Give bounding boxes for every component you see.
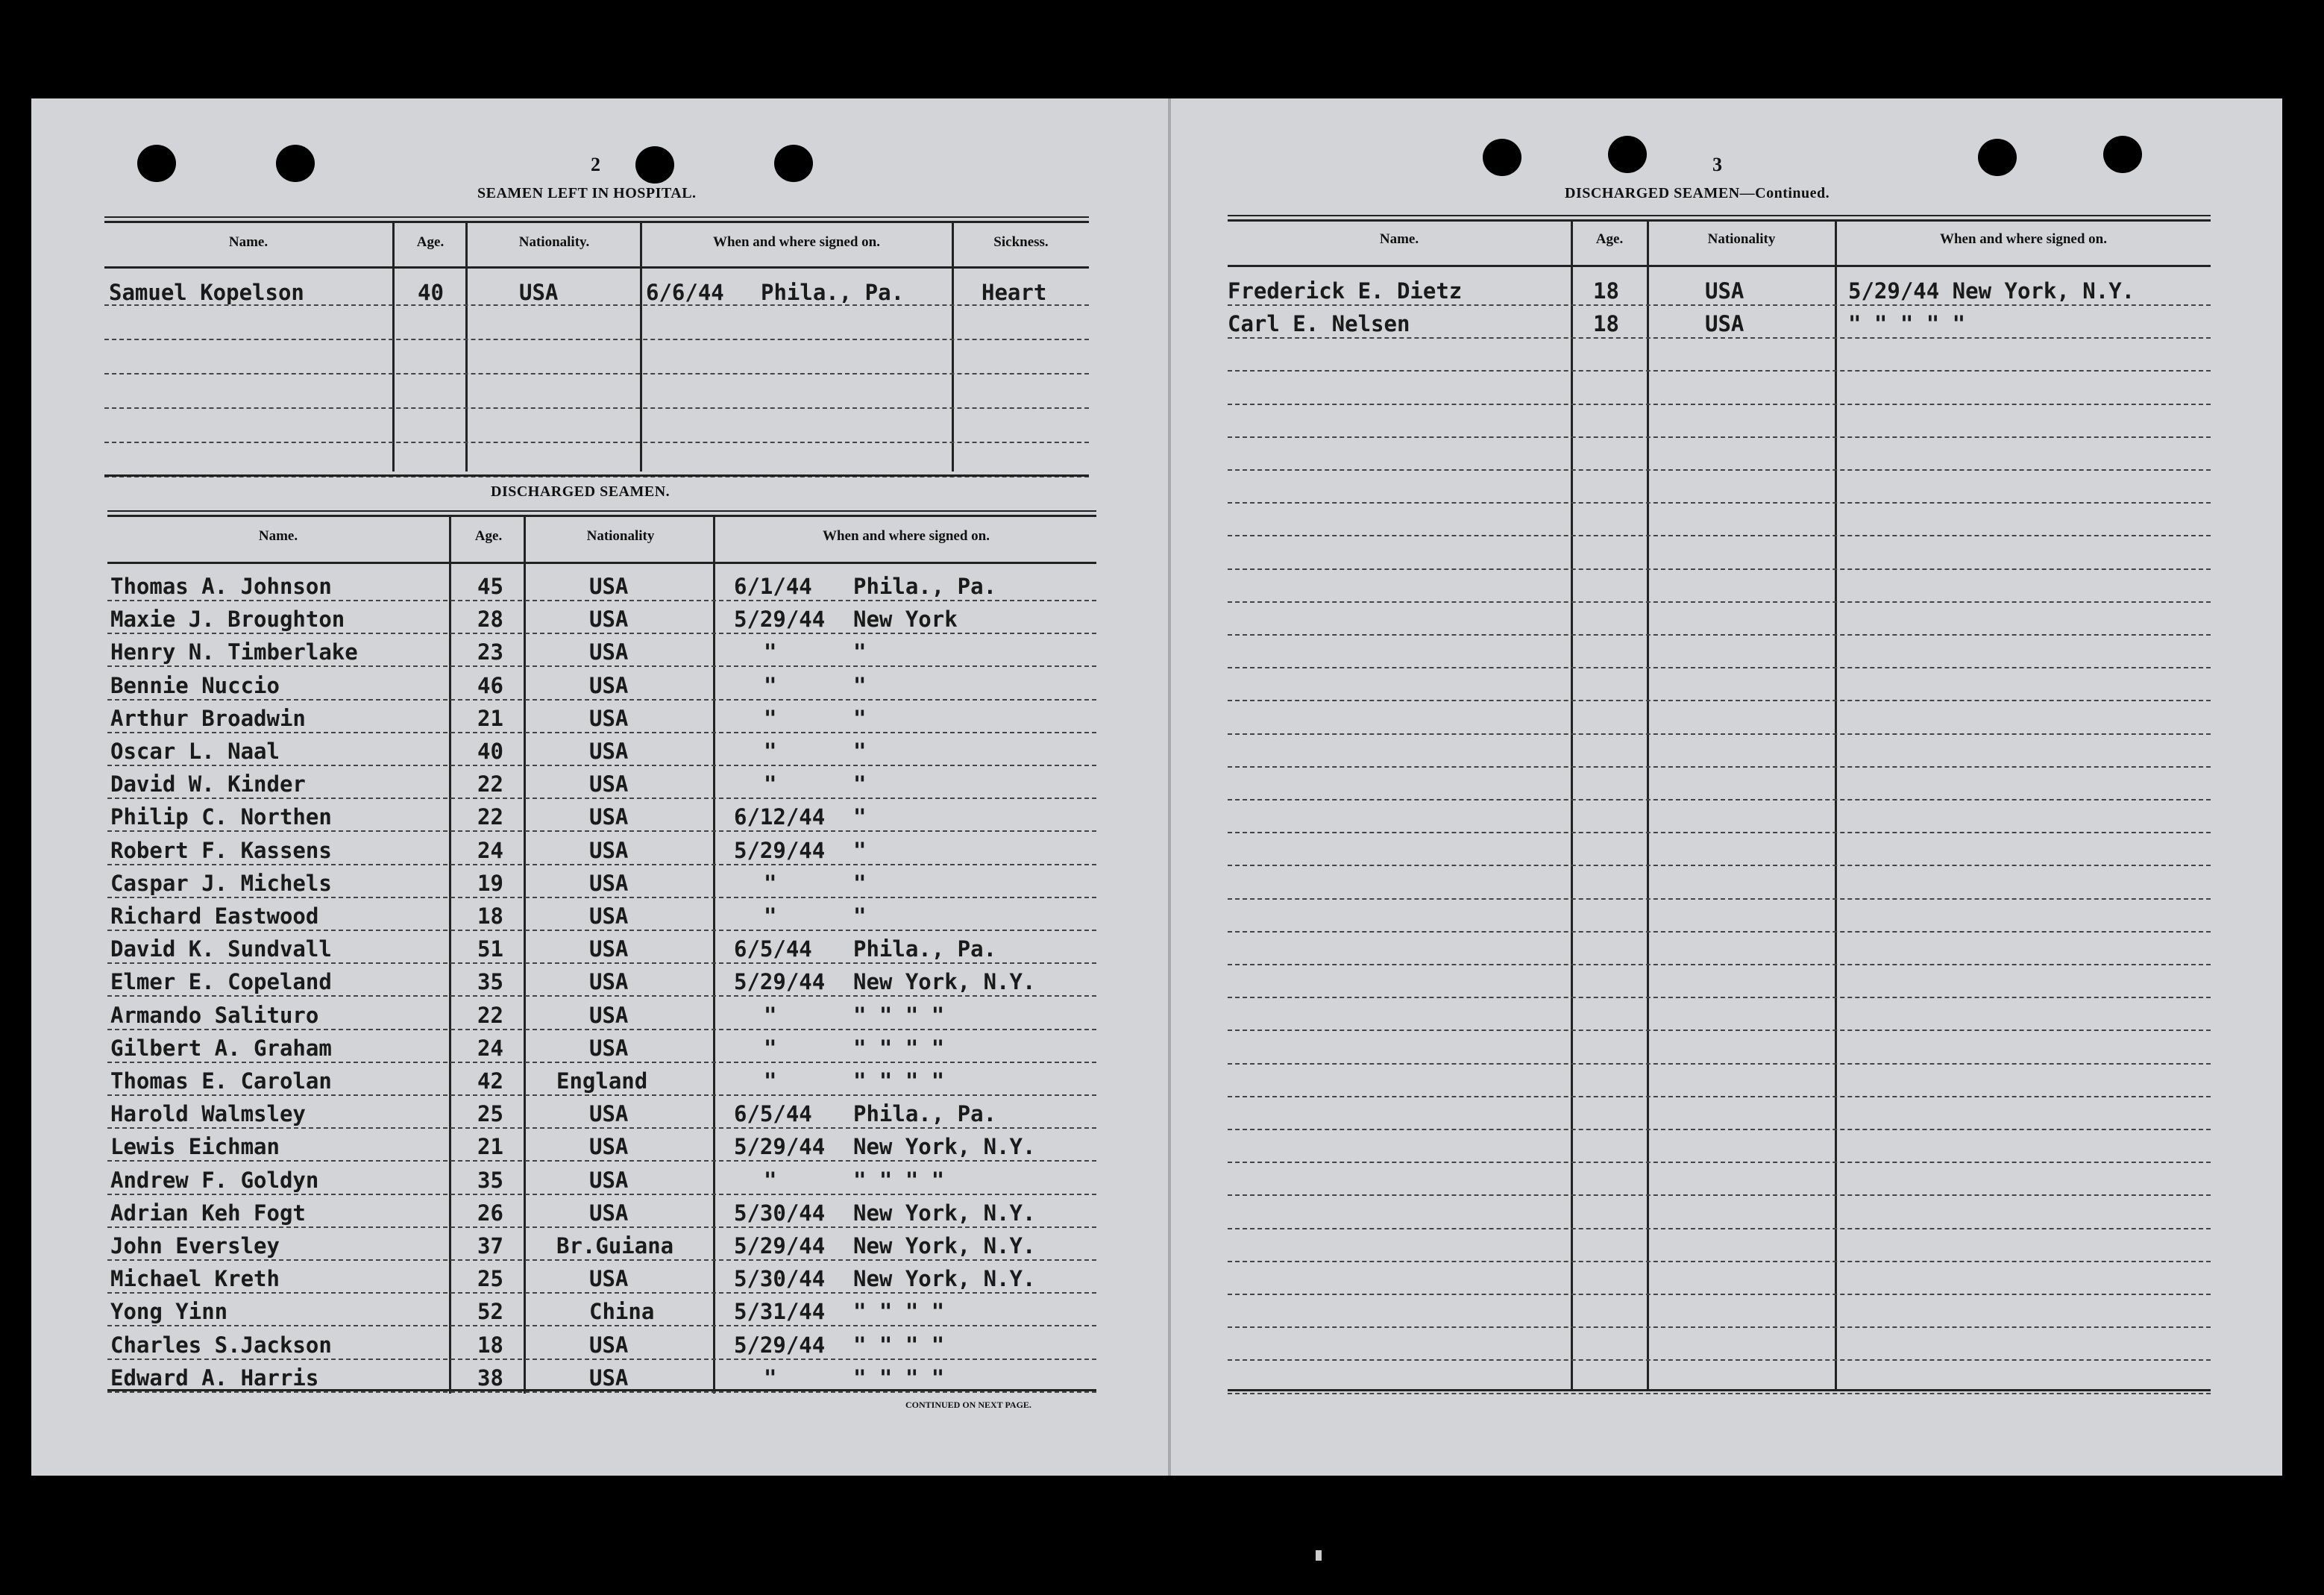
cell-signed-place: " " " " — [853, 1364, 945, 1391]
punch-hole — [1608, 136, 1647, 173]
cell-age: 38 — [477, 1364, 503, 1391]
col-age: Age. — [416, 234, 445, 250]
cell-signed-place: " — [853, 804, 867, 830]
cell-name: Samuel Kopelson — [109, 280, 304, 305]
table-row-line — [1228, 799, 2211, 800]
table-row-line — [107, 699, 1096, 701]
cell-signed-place: New York, N.Y. — [853, 1134, 1036, 1160]
table-row-line — [1228, 1294, 2211, 1295]
cell-signed-date: " — [764, 1364, 777, 1391]
table-row-line — [1228, 1162, 2211, 1163]
cell-signed-place: " " " " — [853, 1035, 945, 1061]
cell-signed-place: " " " " — [853, 1002, 945, 1028]
cell-nationality: USA — [519, 280, 559, 305]
cell-age: 18 — [477, 903, 503, 929]
cell-name: Lewis Eichman — [110, 1134, 280, 1160]
cell-age: 35 — [477, 1167, 503, 1193]
table-row-line — [107, 732, 1096, 733]
cell-name: Robert F. Kassens — [110, 837, 332, 863]
cell-signed-place: " " " " — [853, 1299, 945, 1325]
col-age: Age. — [474, 528, 503, 544]
table-row-line — [1228, 1393, 2211, 1394]
cell-signed-place: " — [853, 705, 867, 731]
cell-signed-on: " " " " " — [1848, 311, 1966, 337]
table-row-line — [1228, 634, 2211, 636]
table-row-line — [1228, 1063, 2211, 1065]
cell-signed-place: " — [853, 639, 867, 665]
cell-nationality: USA — [589, 771, 629, 798]
cell-age: 40 — [477, 739, 503, 764]
page-fold — [1168, 98, 1171, 1476]
cell-nationality: USA — [589, 870, 629, 896]
table-row-line — [1228, 766, 2211, 768]
hospital-table — [104, 216, 1089, 477]
cell-signed-date: 5/29/44 — [734, 1134, 826, 1160]
cell-nationality: USA — [589, 1035, 629, 1061]
punch-hole — [276, 145, 315, 182]
col-signed-on: When and where signed on. — [822, 528, 990, 544]
table-row-line — [107, 1127, 1096, 1129]
cell-signed-date: " — [764, 870, 777, 896]
cell-name: Adrian Keh Fogt — [110, 1200, 306, 1226]
cell-signed-place: New York, N.Y. — [853, 1233, 1036, 1259]
discharged-section-title: DISCHARGED SEAMEN. — [491, 483, 670, 500]
cell-nationality: USA — [589, 705, 629, 731]
cell-age: 37 — [477, 1233, 503, 1259]
cell-signed-place: " " " " — [853, 1332, 945, 1358]
cell-signed-date: 5/29/44 — [734, 607, 826, 633]
table-row-line — [107, 1292, 1096, 1294]
col-signed-on: When and where signed on. — [712, 234, 880, 250]
cell-nationality: USA — [589, 804, 629, 830]
cell-signed-date: " — [764, 705, 777, 731]
cell-name: Armando Salituro — [110, 1002, 319, 1028]
table-row-line — [1228, 931, 2211, 933]
table-row-line — [1228, 436, 2211, 438]
punch-hole — [774, 145, 813, 182]
row-line — [104, 407, 1089, 409]
cell-signed-date: 6/5/44 — [734, 936, 812, 962]
table-row-line — [107, 1160, 1096, 1162]
cell-name: Bennie Nuccio — [110, 672, 280, 698]
cell-signed-date: 5/30/44 — [734, 1200, 826, 1226]
cell-age: 22 — [477, 804, 503, 830]
table-row-line — [107, 798, 1096, 799]
table-row-line — [1228, 1129, 2211, 1130]
discharged-continued-title: DISCHARGED SEAMEN—Continued. — [1565, 185, 1830, 201]
cell-signed-place: " — [853, 771, 867, 798]
cell-age: 42 — [477, 1068, 503, 1094]
table-row-line — [107, 1226, 1096, 1228]
cell-age: 22 — [477, 1002, 503, 1028]
cell-sickness: Heart — [982, 280, 1047, 305]
table-row-line — [1228, 733, 2211, 735]
cell-signed-place: " " " " — [853, 1167, 945, 1193]
table-row-line — [1228, 1030, 2211, 1031]
cell-age: 35 — [477, 969, 503, 995]
cell-signed-date: 6/1/44 — [734, 574, 812, 599]
row-line — [104, 339, 1089, 340]
cell-nationality: USA — [1705, 278, 1744, 304]
table-row-line — [1228, 535, 2211, 536]
col-nationality: Nationality. — [518, 234, 590, 250]
table-row-line — [107, 1029, 1096, 1030]
cell-name: Oscar L. Naal — [110, 739, 280, 764]
table-row-line — [107, 1062, 1096, 1063]
cell-signed-date: " — [764, 903, 777, 929]
cell-nationality: USA — [589, 1200, 629, 1226]
table-row-line — [107, 600, 1096, 601]
cell-signed-date: 5/29/44 — [734, 1332, 826, 1358]
cell-name: Frederick E. Dietz — [1228, 278, 1463, 304]
table-row-line — [1228, 832, 2211, 833]
cell-name: Thomas A. Johnson — [110, 574, 332, 599]
table-row-line — [1228, 370, 2211, 372]
cell-signed-place: " — [853, 672, 867, 698]
cell-signed-date: " — [764, 1167, 777, 1193]
cell-signed-date: 5/29/44 — [734, 1233, 826, 1259]
col-sickness: Sickness. — [993, 234, 1049, 250]
table-row-line — [1228, 1194, 2211, 1196]
cell-name: Maxie J. Broughton — [110, 607, 345, 633]
table-row-line — [1228, 1261, 2211, 1262]
col-nationality: Nationality — [1707, 231, 1776, 247]
punch-hole — [1483, 139, 1521, 176]
cell-name: Andrew F. Goldyn — [110, 1167, 319, 1193]
cell-nationality: USA — [589, 639, 629, 665]
cell-age: 51 — [477, 936, 503, 962]
cell-name: Michael Kreth — [110, 1266, 280, 1292]
cell-signed-place: New York, N.Y. — [853, 1266, 1036, 1292]
cell-name: Elmer E. Copeland — [110, 969, 332, 995]
cell-name: Gilbert A. Graham — [110, 1035, 332, 1061]
cell-name: Carl E. Nelsen — [1228, 311, 1410, 337]
table-row-line — [1228, 502, 2211, 504]
cell-signed-date: 5/29/44 — [734, 837, 826, 863]
cell-age: 18 — [477, 1332, 503, 1358]
punch-hole — [137, 145, 176, 182]
cell-signed-date: 5/29/44 — [734, 969, 826, 995]
continued-note: CONTINUED ON NEXT PAGE. — [905, 1400, 1031, 1410]
table-row-line — [107, 995, 1096, 997]
cell-signed-date: " — [764, 639, 777, 665]
col-age: Age. — [1595, 231, 1624, 247]
cell-signed-place: Phila., Pa. — [853, 936, 997, 962]
table-row-line — [1228, 667, 2211, 668]
cell-nationality: USA — [589, 1364, 629, 1391]
cell-age: 21 — [477, 1134, 503, 1160]
cell-name: David K. Sundvall — [110, 936, 332, 962]
col-signed-on: When and where signed on. — [1939, 231, 2107, 247]
table-row-line — [107, 830, 1096, 832]
cell-age: 28 — [477, 607, 503, 633]
table-row-line — [1228, 1359, 2211, 1361]
cell-nationality: USA — [589, 1266, 629, 1292]
row-line — [104, 373, 1089, 375]
cell-name: Philip C. Northen — [110, 804, 332, 830]
table-row-line — [107, 633, 1096, 634]
table-row-line — [107, 962, 1096, 964]
cell-name: Henry N. Timberlake — [110, 639, 358, 665]
cell-nationality: USA — [1705, 311, 1744, 337]
discharged-table — [107, 509, 1096, 1394]
scan-speck — [1316, 1550, 1322, 1561]
cell-nationality: USA — [589, 1101, 629, 1127]
table-row-line — [1228, 1326, 2211, 1328]
cell-signed-place: " — [853, 739, 867, 764]
cell-signed-date: " — [764, 739, 777, 764]
cell-name: Yong Yinn — [110, 1299, 228, 1325]
cell-name: Thomas E. Carolan — [110, 1068, 332, 1094]
col-name: Name. — [228, 234, 268, 250]
cell-nationality: USA — [589, 936, 629, 962]
cell-nationality: China — [589, 1299, 655, 1325]
table-row-line — [1228, 601, 2211, 603]
table-row-line — [1228, 404, 2211, 405]
table-row-line — [107, 1391, 1096, 1393]
cell-age: 25 — [477, 1101, 503, 1127]
punch-hole — [635, 146, 674, 184]
cell-name: Charles S.Jackson — [110, 1332, 332, 1358]
cell-age: 24 — [477, 837, 503, 863]
cell-name: Harold Walmsley — [110, 1101, 306, 1127]
cell-nationality: USA — [589, 1332, 629, 1358]
table-row-line — [107, 897, 1096, 898]
discharged-continued-table — [1228, 210, 2211, 1397]
cell-signed-date: " — [764, 771, 777, 798]
table-row-line — [107, 665, 1096, 667]
cell-age: 46 — [477, 672, 503, 698]
cell-signed-on: 5/29/44 New York, N.Y. — [1848, 278, 2135, 304]
table-row-line — [1228, 997, 2211, 998]
cell-signed-place: " — [853, 837, 867, 863]
cell-signed-date: 5/31/44 — [734, 1299, 826, 1325]
cell-age: 18 — [1593, 278, 1619, 304]
cell-signed-place: New York, N.Y. — [853, 969, 1036, 995]
punch-hole — [1978, 139, 2017, 176]
cell-name: Richard Eastwood — [110, 903, 319, 929]
col-name: Name. — [1379, 231, 1419, 247]
cell-signed-date: " — [764, 1035, 777, 1061]
table-row-line — [1228, 568, 2211, 570]
cell-nationality: USA — [589, 969, 629, 995]
cell-nationality: USA — [589, 837, 629, 863]
table-row-line — [107, 1359, 1096, 1360]
row-line — [104, 442, 1089, 443]
cell-age: 26 — [477, 1200, 503, 1226]
col-nationality: Nationality — [586, 528, 655, 544]
cell-nationality: USA — [589, 1167, 629, 1193]
table-row-line — [1228, 337, 2211, 339]
cell-nationality: USA — [589, 1002, 629, 1028]
cell-signed-date: " — [764, 1002, 777, 1028]
cell-nationality: Br.Guiana — [556, 1233, 674, 1259]
cell-signed-date: 5/30/44 — [734, 1266, 826, 1292]
table-row-line — [1228, 1228, 2211, 1229]
table-row-line — [1228, 865, 2211, 866]
cell-name: David W. Kinder — [110, 771, 306, 798]
table-row-line — [107, 765, 1096, 766]
cell-signed-place: Phila., Pa. — [853, 1101, 997, 1127]
cell-age: 22 — [477, 771, 503, 798]
cell-signed-date: " — [764, 672, 777, 698]
cell-age: 23 — [477, 639, 503, 665]
cell-age: 25 — [477, 1266, 503, 1292]
page-number: 2 — [591, 154, 600, 175]
cell-nationality: USA — [589, 739, 629, 764]
cell-signed-place: Phila., Pa. — [853, 574, 997, 599]
cell-signed-date: 6/5/44 — [734, 1101, 812, 1127]
cell-age: 52 — [477, 1299, 503, 1325]
cell-signed-place: New York, N.Y. — [853, 1200, 1036, 1226]
cell-age: 40 — [418, 280, 444, 305]
table-row-line — [1228, 1096, 2211, 1097]
cell-signed-date: 6/6/44 — [646, 280, 724, 305]
table-row-line — [107, 1259, 1096, 1261]
cell-age: 18 — [1593, 311, 1619, 337]
table-row-line — [107, 1325, 1096, 1326]
cell-nationality: USA — [589, 672, 629, 698]
table-row-line — [1228, 700, 2211, 701]
cell-nationality: England — [556, 1068, 648, 1094]
table-row-line — [107, 1094, 1096, 1096]
table-row-line — [1228, 469, 2211, 471]
table-row-line — [1228, 964, 2211, 965]
table-row-line — [1228, 304, 2211, 306]
cell-nationality: USA — [589, 903, 629, 929]
punch-hole — [2103, 136, 2142, 173]
col-name: Name. — [258, 528, 298, 544]
cell-age: 24 — [477, 1035, 503, 1061]
cell-signed-date: 6/12/44 — [734, 804, 826, 830]
cell-signed-place: " " " " — [853, 1068, 945, 1094]
page-number: 3 — [1712, 154, 1722, 175]
cell-age: 21 — [477, 705, 503, 731]
cell-nationality: USA — [589, 574, 629, 599]
table-row-line — [107, 1194, 1096, 1195]
cell-signed-place: Phila., Pa. — [761, 280, 905, 305]
cell-signed-place: " — [853, 903, 867, 929]
cell-age: 45 — [477, 574, 503, 599]
hospital-section-title: SEAMEN LEFT IN HOSPITAL. — [477, 185, 697, 201]
cell-age: 19 — [477, 870, 503, 896]
cell-name: Arthur Broadwin — [110, 705, 306, 731]
cell-nationality: USA — [589, 607, 629, 633]
cell-name: Caspar J. Michels — [110, 870, 332, 896]
cell-nationality: USA — [589, 1134, 629, 1160]
table-row-line — [1228, 898, 2211, 900]
cell-signed-place: " — [853, 870, 867, 896]
cell-signed-place: New York — [853, 607, 958, 633]
table-row-line — [107, 864, 1096, 865]
cell-name: Edward A. Harris — [110, 1364, 319, 1391]
cell-name: John Eversley — [110, 1233, 280, 1259]
table-row-line — [107, 930, 1096, 931]
cell-signed-date: " — [764, 1068, 777, 1094]
